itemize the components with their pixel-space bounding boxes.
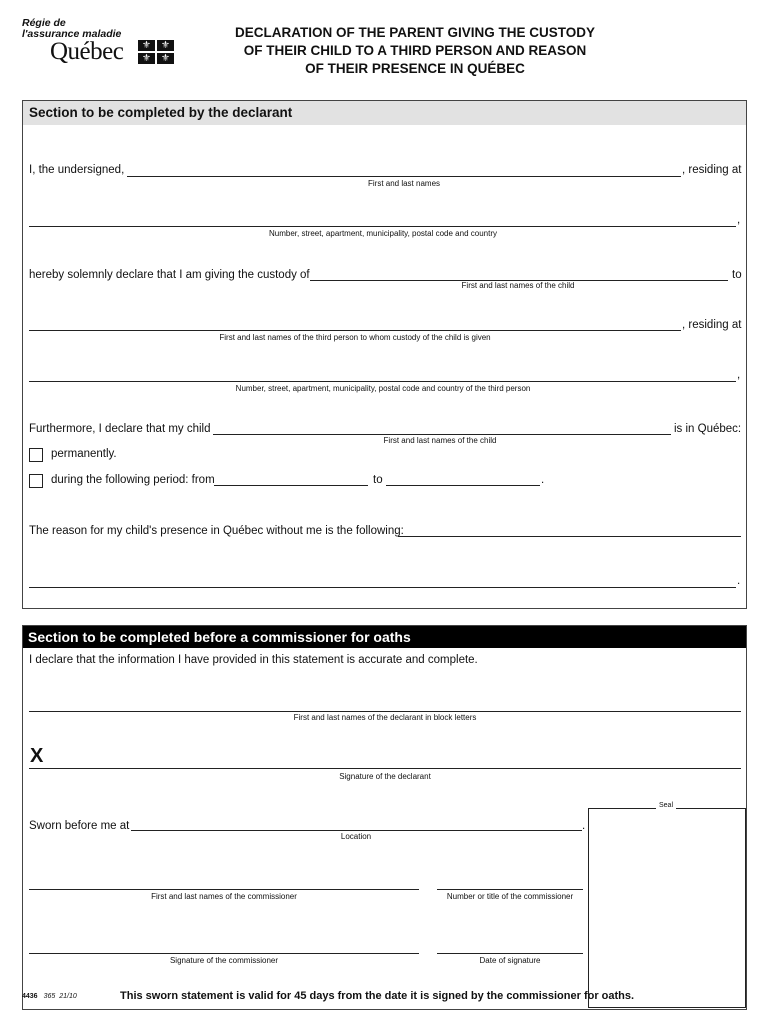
section-declarant-heading: Section to be completed by the declarant xyxy=(23,101,746,125)
reason-field-2[interactable] xyxy=(29,587,736,588)
signature-caption: Signature of the declarant xyxy=(339,772,431,781)
document-title xyxy=(195,24,635,78)
third-address-caption: Number, street, apartment, municipality, postal code and country of the third person xyxy=(235,384,531,393)
period-from-field[interactable] xyxy=(214,485,368,486)
commissioner-number-caption: Number or title of the commissioner xyxy=(446,892,574,901)
declarant-signature-field[interactable] xyxy=(29,768,741,769)
declare-text: I declare that the information I have provided in this statement is accurate and complete. xyxy=(29,654,478,666)
third-address-comma: , xyxy=(737,369,741,381)
is-in-quebec-label: is in Québec: xyxy=(674,423,742,435)
child-name-caption: First and last names of the child xyxy=(461,281,575,290)
logo-quebec: Québec xyxy=(50,38,124,65)
quebec-flag-icon xyxy=(138,40,174,64)
permanently-checkbox[interactable] xyxy=(29,448,43,462)
fleur-de-lis-icon: ⚜ xyxy=(138,53,155,64)
reason-label: The reason for my child's presence in Québec without me is the following: xyxy=(29,525,404,537)
date-caption: Date of signature xyxy=(479,956,541,965)
validity-notice: This sworn statement is valid for 45 days from the date it is signed by the commissioner for oaths. xyxy=(120,990,635,1002)
declarant-block-caption: First and last names of the declarant in block letters xyxy=(293,713,477,722)
declarant-address-caption: Number, street, apartment, municipality, postal code and country xyxy=(269,229,497,238)
third-person-address-field[interactable] xyxy=(29,381,736,382)
title-line-2: OF THEIR CHILD TO A THIRD PERSON AND REASON xyxy=(243,43,587,58)
custody-to-label: to xyxy=(732,269,742,281)
declarant-name-caption: First and last names xyxy=(367,179,441,188)
seal-box xyxy=(588,808,746,1008)
seal-label: Seal xyxy=(656,802,676,809)
logo-line-2: l'assurance maladie xyxy=(22,28,122,40)
commissioner-signature-caption: Signature of the commissioner xyxy=(169,956,279,965)
third-person-name-field[interactable] xyxy=(29,330,681,331)
form-code-number: 365 xyxy=(43,993,56,1000)
reason-field-1[interactable] xyxy=(398,536,741,537)
declarant-name-field[interactable] xyxy=(127,176,681,177)
form-code xyxy=(22,993,81,1000)
fleur-de-lis-icon: ⚜ xyxy=(157,40,174,51)
reason-end: . xyxy=(737,575,741,587)
child-name-caption-2: First and last names of the child xyxy=(383,436,497,445)
location-caption: Location xyxy=(340,832,372,841)
form-version: 21/10 xyxy=(59,993,77,1000)
permanently-label: permanently. xyxy=(51,448,117,460)
commissioner-name-caption: First and last names of the commissioner xyxy=(151,892,297,901)
declarant-address-field[interactable] xyxy=(29,226,736,227)
child-name-field-2[interactable] xyxy=(213,434,671,435)
fleur-de-lis-icon: ⚜ xyxy=(138,40,155,51)
address-comma: , xyxy=(737,214,741,226)
signature-x-mark: X xyxy=(30,745,44,767)
sworn-label: Sworn before me at xyxy=(29,820,130,832)
period-checkbox[interactable] xyxy=(29,474,43,488)
title-line-3: OF THEIR PRESENCE IN QUÉBEC xyxy=(305,61,525,76)
form-number: 4436 xyxy=(22,993,38,1000)
period-label: during the following period: from xyxy=(51,474,215,486)
declarant-block-letters-field[interactable] xyxy=(29,711,741,712)
residing-at-label: , residing at xyxy=(682,164,742,176)
location-field[interactable] xyxy=(131,830,582,831)
fleur-de-lis-icon: ⚜ xyxy=(157,53,174,64)
date-field[interactable] xyxy=(437,953,583,954)
custody-label: hereby solemnly declare that I am giving the custody of xyxy=(29,269,310,281)
third-residing-at-label: , residing at xyxy=(682,319,742,331)
logo-text xyxy=(22,18,121,40)
third-person-caption: First and last names of the third person to whom custody of the child is given xyxy=(219,333,491,342)
period-end: . xyxy=(541,474,545,486)
period-to-field[interactable] xyxy=(386,485,540,486)
sworn-end: . xyxy=(582,820,586,832)
commissioner-signature-field[interactable] xyxy=(29,953,419,954)
section-commissioner-heading: Section to be completed before a commissioner for oaths xyxy=(23,626,746,648)
furthermore-label: Furthermore, I declare that my child xyxy=(29,423,211,435)
period-to-label: to xyxy=(373,474,383,486)
title-line-1: DECLARATION OF THE PARENT GIVING THE CUSTODY xyxy=(234,25,595,40)
logo-line-1: Régie de xyxy=(22,17,66,29)
commissioner-number-field[interactable] xyxy=(437,889,583,890)
commissioner-name-field[interactable] xyxy=(29,889,419,890)
undersigned-label: I, the undersigned, xyxy=(29,164,125,176)
